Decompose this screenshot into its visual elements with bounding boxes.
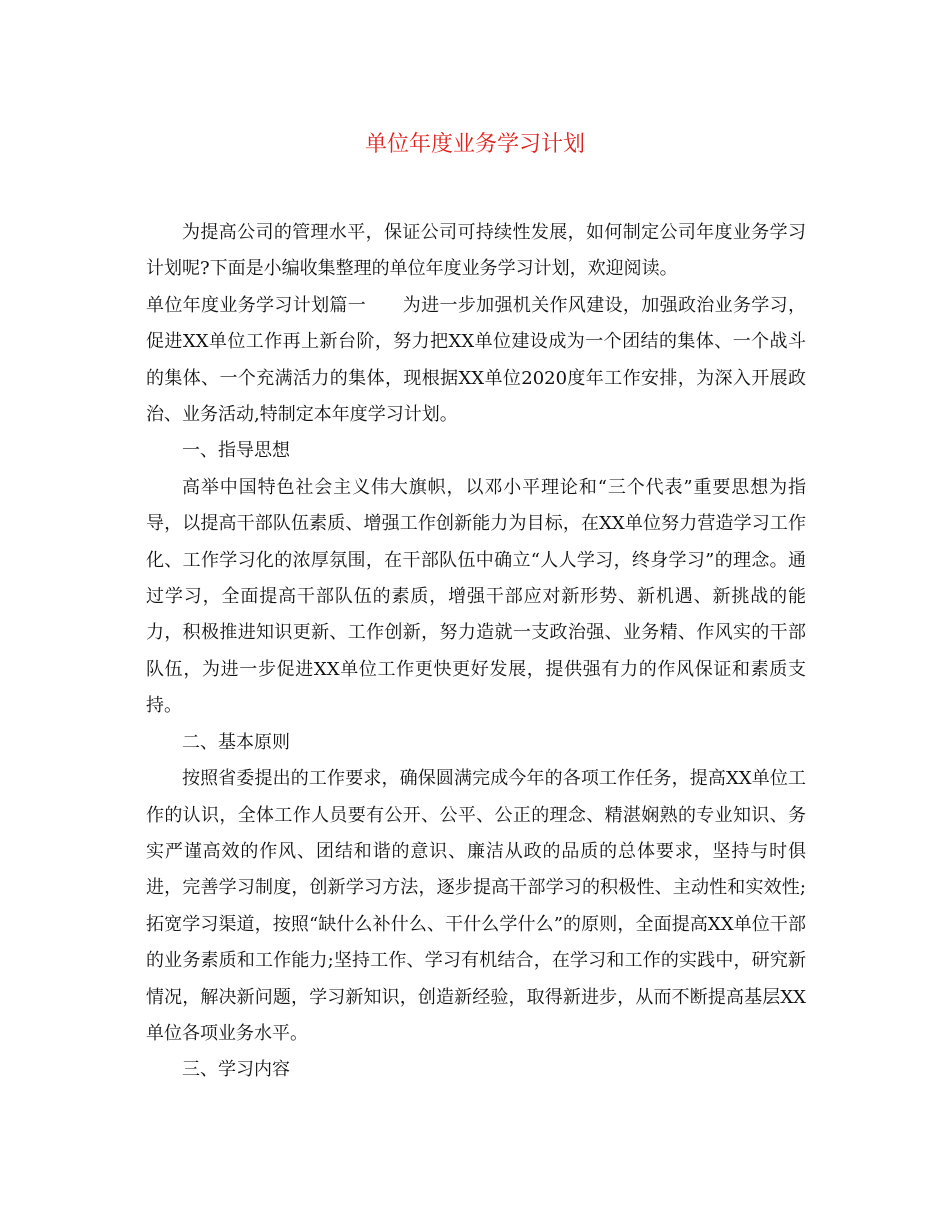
heading-guiding-thought: 一、指导思想: [182, 440, 290, 462]
section-lead-paragraph: 单位年度业务学习计划篇一 为进一步加强机关作风建设，加强政治业务学习，促进XX单位工作再上新台阶，努力把XX单位建设成为一个团结的集体、一个战斗的集体、一个充满活力的集体，现根据XX单位2020度年工作安排，为深入开展政治、业务活动,特制定本年度学习计划。: [146, 294, 806, 426]
document-body: [146, 215, 806, 1089]
document-title: 单位年度业务学习计划: [364, 132, 585, 157]
paragraph-basic-principles: 按照省委提出的工作要求，确保圆满完成今年的各项工作任务，提高XX单位工作的认识，全体工作人员要有公开、公平、公正的理念、精湛娴熟的专业知识、务实严谨高效的作风、团结和谐的意识、廉洁从政的品质的总体要求，坚持与时俱进，完善学习制度，创新学习方法，逐步提高干部学习的积极性、主动性和实效性;拓宽学习渠道，按照“缺什么补什么、干什么学什么”的原则，全面提高XX单位干部的业务素质和工作能力;坚持工作、学习有机结合，在学习和工作的实践中，研究新情况，解决新问题，学习新知识，创造新经验，取得新进步，从而不断提高基层XX单位各项业务水平。: [146, 768, 806, 1044]
paragraph-guiding-thought: 高举中国特色社会主义伟大旗帜，以邓小平理论和“三个代表”重要思想为指导，以提高干部队伍素质、增强工作创新能力为目标，在XX单位努力营造学习工作化、工作学习化的浓厚氛围，在干部队伍中确立“人人学习，终身学习”的理念。通过学习，全面提高干部队伍的素质，增强干部应对新形势、新机遇、新挑战的能力，积极推进知识更新、工作创新，努力造就一支政治强、业务精、作风实的干部队伍，为进一步促进XX单位工作更快更好发展，提供强有力的作风保证和素质支持。: [146, 476, 806, 717]
heading-study-content: 三、学习内容: [182, 1059, 290, 1081]
heading-basic-principles: 二、基本原则: [182, 731, 290, 753]
intro-paragraph: 为提高公司的管理水平，保证公司可持续性发展，如何制定公司年度业务学习计划呢?下面是小编收集整理的单位年度业务学习计划，欢迎阅读。: [146, 222, 806, 280]
